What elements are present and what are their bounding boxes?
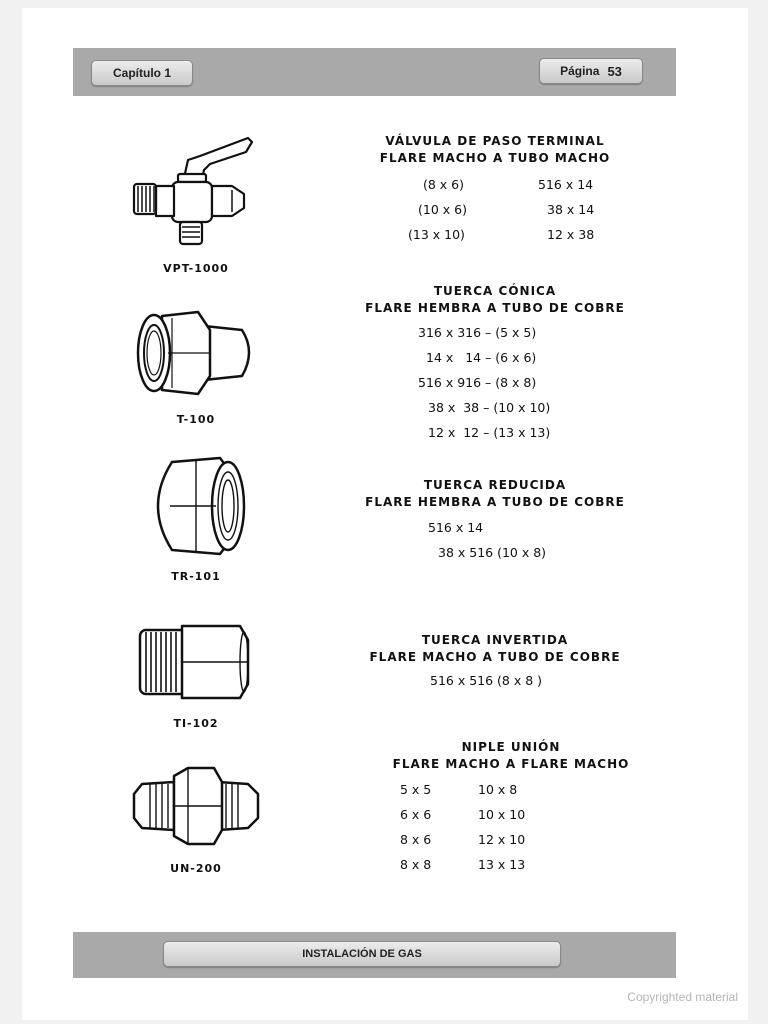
item-code: TI-102 xyxy=(173,717,219,730)
item-title: TUERCA INVERTIDA xyxy=(421,633,569,647)
page-tab xyxy=(539,58,643,84)
footer-tab xyxy=(163,941,561,967)
reducing-nut-tr-101-image xyxy=(140,454,250,558)
size-row: 38 x 38 – (10 x 10) xyxy=(428,400,551,415)
size-cell: 10 x 10 xyxy=(478,807,526,822)
item-description xyxy=(350,632,640,693)
size-table xyxy=(400,777,656,877)
size-cell: 8 x 8 xyxy=(400,857,432,872)
item-subtitle: FLARE HEMBRA A TUBO DE COBRE xyxy=(365,495,625,509)
size-row: 12 x 12 – (13 x 13) xyxy=(428,425,551,440)
size-cell: 10 x 8 xyxy=(478,782,518,797)
chapter-label: Capítulo 1 xyxy=(112,66,171,80)
copyright-notice: Copyrighted material xyxy=(627,990,738,1004)
size-row: 316 x 316 – (5 x 5) xyxy=(418,325,537,340)
size-cell: 13 x 13 xyxy=(478,857,526,872)
size-row: 516 x 516 (8 x 8 ) xyxy=(430,673,543,688)
size-cell: 6 x 6 xyxy=(400,807,432,822)
size-cell: (8 x 6) xyxy=(423,177,465,192)
item-code: UN-200 xyxy=(170,862,222,875)
page-label: Página xyxy=(560,64,600,78)
flare-nut-t-100-image xyxy=(132,308,260,398)
page-number: 53 xyxy=(607,63,622,79)
size-cell: 8 x 6 xyxy=(400,832,432,847)
size-cell: 5 x 5 xyxy=(400,782,432,797)
size-cell: 12 x 10 xyxy=(478,832,526,847)
item-description xyxy=(366,739,656,877)
size-row: 516 x 916 – (8 x 8) xyxy=(418,375,537,390)
size-cell: 12 x 38 xyxy=(547,227,595,242)
item-description xyxy=(350,283,640,445)
size-row: 516 x 14 xyxy=(428,520,484,535)
inverted-nut-ti-102-image xyxy=(136,620,254,704)
item-subtitle: FLARE HEMBRA A TUBO DE COBRE xyxy=(365,301,625,315)
item-description xyxy=(350,133,640,247)
item-title: VÁLVULA DE PASO TERMINAL xyxy=(385,134,605,148)
size-row: 38 x 516 (10 x 8) xyxy=(438,545,547,560)
item-subtitle: FLARE MACHO A TUBO DE COBRE xyxy=(369,650,621,664)
footer-label: INSTALACIÓN DE GAS xyxy=(302,948,422,960)
valve-vpt-1000-image xyxy=(128,130,254,252)
chapter-tab xyxy=(91,60,193,86)
size-row: 14 x 14 – (6 x 6) xyxy=(426,350,537,365)
item-code: VPT-1000 xyxy=(163,262,229,275)
item-code: T-100 xyxy=(176,413,216,426)
item-title: NIPLE UNIÓN xyxy=(461,740,561,754)
union-nipple-un-200-image xyxy=(130,764,262,848)
size-cell: 516 x 14 xyxy=(538,177,594,192)
size-table xyxy=(398,172,640,247)
item-title: TUERCA REDUCIDA xyxy=(423,478,567,492)
item-subtitle: FLARE MACHO A TUBO MACHO xyxy=(379,151,611,165)
item-subtitle: FLARE MACHO A FLARE MACHO xyxy=(392,757,630,771)
size-cell: (10 x 6) xyxy=(418,202,467,217)
item-title: TUERCA CÓNICA xyxy=(433,284,557,298)
size-cell: (13 x 10) xyxy=(408,227,465,242)
size-cell: 38 x 14 xyxy=(547,202,595,217)
item-code: TR-101 xyxy=(171,570,221,583)
item-description xyxy=(350,477,640,565)
